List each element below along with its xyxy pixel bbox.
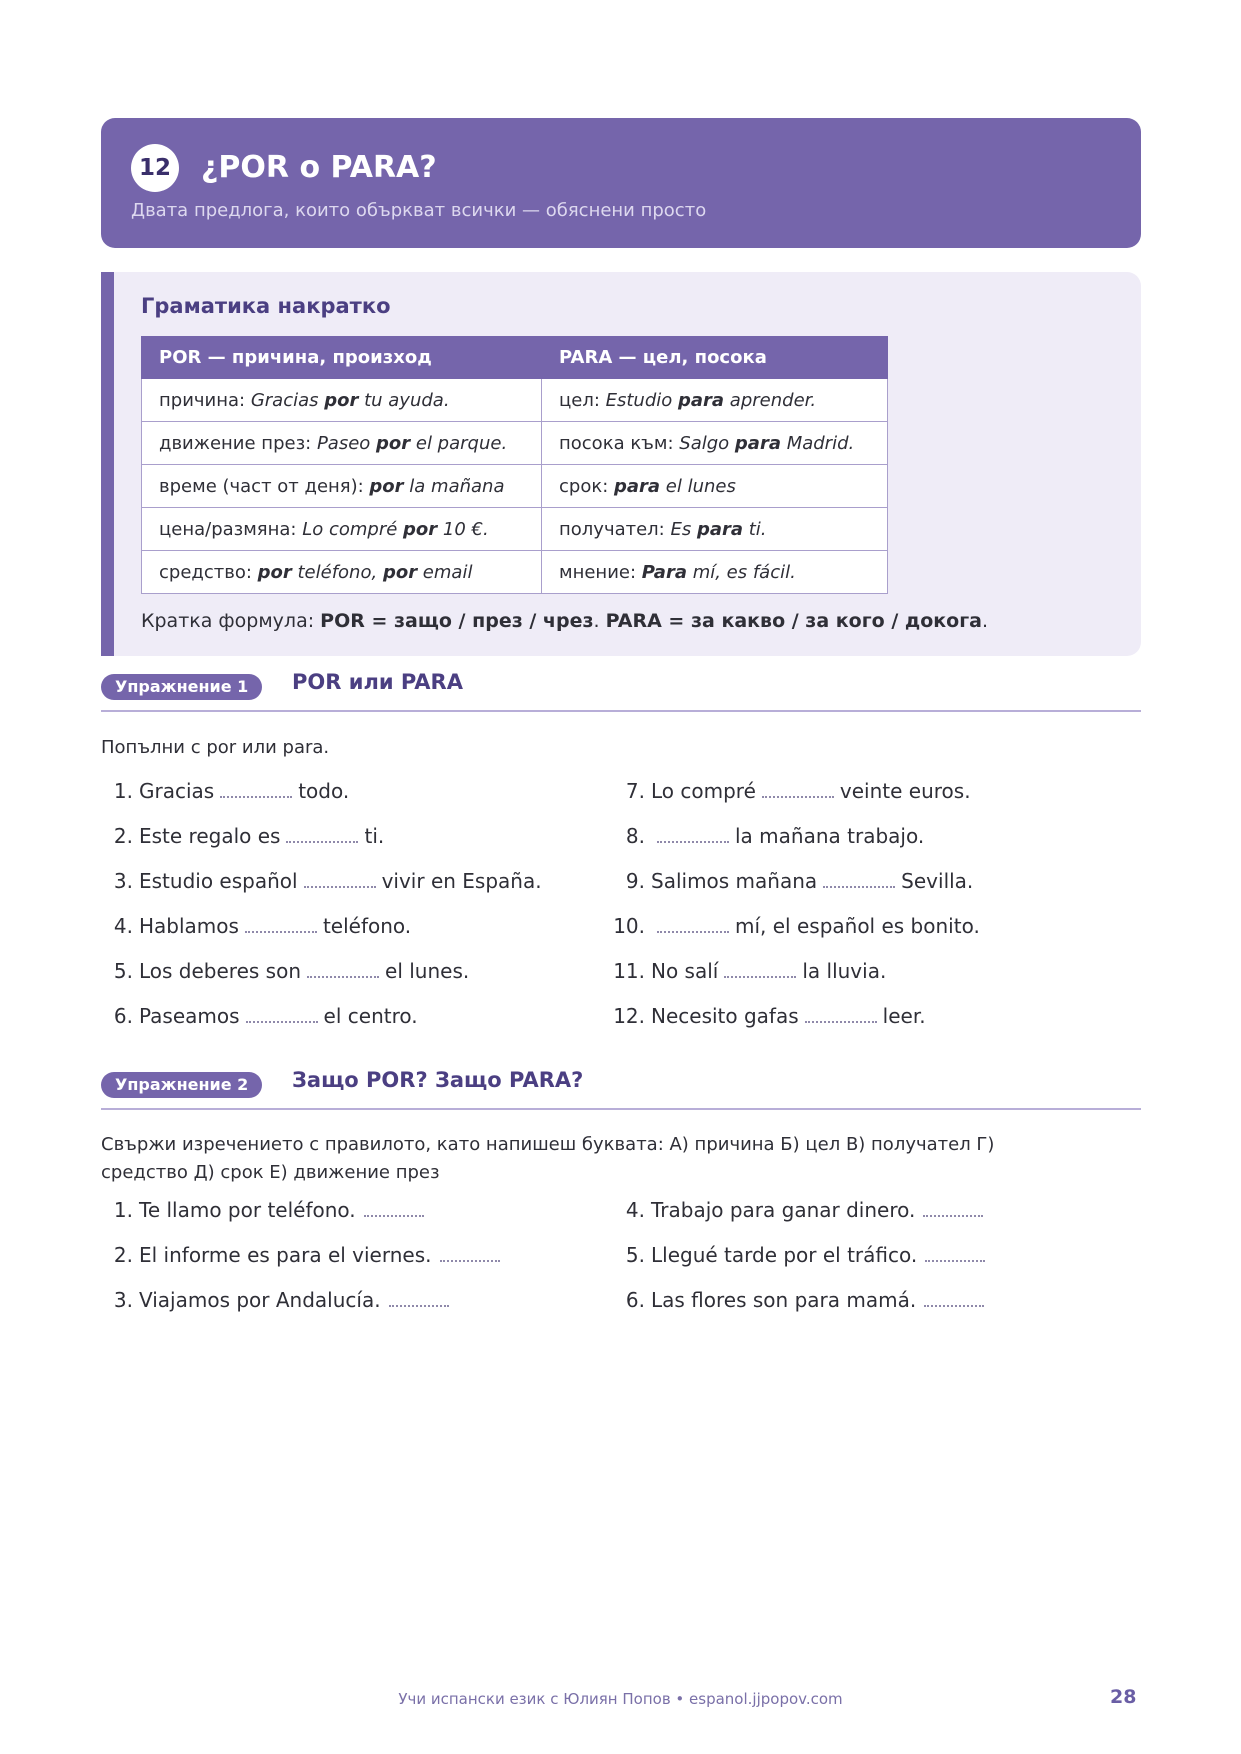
example-text: email xyxy=(417,561,473,583)
grammar-box xyxy=(101,272,1141,656)
exercise-1-item xyxy=(99,779,349,803)
grammar-table-row xyxy=(142,551,888,594)
exercise-1-item xyxy=(99,869,542,893)
preposition-highlight: para xyxy=(734,432,781,454)
usage-label: цел: xyxy=(559,389,606,411)
grammar-heading: Граматика накратко xyxy=(141,294,391,318)
formula-para: PARA = за какво / за кого / докога xyxy=(605,610,982,632)
example-text: teléfono, xyxy=(291,561,383,583)
answer-blank[interactable] xyxy=(246,1021,318,1023)
grammar-table-row xyxy=(142,508,888,551)
preposition-highlight: por xyxy=(382,561,418,583)
item-number: 1. xyxy=(113,1198,133,1222)
preposition-highlight: por xyxy=(324,389,359,411)
usage-label: причина: xyxy=(159,389,251,411)
example-text: el parque. xyxy=(410,432,508,454)
sentence-text: Llegué tarde por el tráfico. xyxy=(651,1243,918,1267)
por-example-cell xyxy=(142,379,542,422)
item-number: 1. xyxy=(113,779,133,803)
sentence-end: leer. xyxy=(882,1004,926,1028)
exercise-2-badge: Упражнение 2 xyxy=(101,1072,262,1098)
exercise-2-instruction-line-1: Свържи изречението с правилото, като напишеш буквата: А) причина Б) цел В) получател Г) xyxy=(101,1134,995,1155)
exercise-1-item xyxy=(611,824,924,848)
exercise-2-item xyxy=(99,1198,430,1222)
sentence-start: Hablamos xyxy=(139,914,239,938)
example-text: Salgo xyxy=(679,432,735,454)
item-number: 5. xyxy=(113,959,133,983)
usage-label: получател: xyxy=(559,518,671,540)
example-text: Madrid. xyxy=(780,432,855,454)
item-number: 4. xyxy=(625,1198,645,1222)
example-text: aprender. xyxy=(724,389,817,411)
item-number: 5. xyxy=(625,1243,645,1267)
sentence-end: el centro. xyxy=(323,1004,418,1028)
exercise-1-title: POR или PARA xyxy=(292,670,463,694)
answer-blank[interactable] xyxy=(245,931,317,933)
sentence-start: Lo compré xyxy=(651,779,756,803)
grammar-table-row xyxy=(142,379,888,422)
lesson-number-badge: 12 xyxy=(131,144,179,192)
exercise-2-item xyxy=(99,1288,455,1312)
answer-blank[interactable] xyxy=(304,886,376,888)
grammar-table-header-row xyxy=(142,337,888,379)
item-number: 4. xyxy=(113,914,133,938)
column-header-por: POR — причина, произход xyxy=(142,337,542,379)
example-text: Gracias xyxy=(250,389,325,411)
para-example-cell xyxy=(542,379,888,422)
exercise-1-badge: Упражнение 1 xyxy=(101,674,262,700)
exercise-1-instruction: Попълни с por или para. xyxy=(101,737,330,758)
column-header-para: PARA — цел, посока xyxy=(542,337,888,379)
sentence-end: ti. xyxy=(364,824,385,848)
formula-line xyxy=(141,610,988,632)
preposition-highlight: por xyxy=(369,475,404,497)
item-number: 10. xyxy=(613,914,645,938)
answer-letter-blank[interactable] xyxy=(440,1260,500,1262)
sentence-start: No salí xyxy=(651,959,719,983)
example-text: 10 €. xyxy=(437,518,489,540)
exercise-1-item xyxy=(99,824,384,848)
example-text: el lunes xyxy=(660,475,736,497)
example-text: la mañana xyxy=(403,475,505,497)
exercise-1-item xyxy=(611,779,971,803)
preposition-highlight: para xyxy=(696,518,744,540)
para-example-cell xyxy=(542,422,888,465)
sentence-end: todo. xyxy=(298,779,350,803)
example-text: Paseo xyxy=(316,432,377,454)
formula-por: POR = защо / през / чрез xyxy=(320,610,594,632)
sentence-end: veinte euros. xyxy=(839,779,971,803)
example-text: Es xyxy=(670,518,697,540)
exercise-2-item xyxy=(611,1198,989,1222)
answer-blank[interactable] xyxy=(823,886,895,888)
lesson-title: ¿POR o PARA? xyxy=(201,150,437,185)
sentence-start: Necesito gafas xyxy=(651,1004,799,1028)
item-number: 2. xyxy=(113,824,133,848)
answer-blank[interactable] xyxy=(805,1021,877,1023)
item-number: 11. xyxy=(613,959,645,983)
preposition-highlight: por xyxy=(257,561,292,583)
sentence-text: Trabajo para ganar dinero. xyxy=(651,1198,916,1222)
sentence-start: Paseamos xyxy=(139,1004,240,1028)
item-number: 12. xyxy=(613,1004,645,1028)
preposition-highlight: por xyxy=(376,432,411,454)
exercise-2-title: Защо POR? Защо PARA? xyxy=(292,1068,584,1092)
item-number: 3. xyxy=(113,1288,133,1312)
formula-separator: . xyxy=(593,610,606,632)
answer-blank[interactable] xyxy=(762,796,834,798)
exercise-1-item xyxy=(611,914,980,938)
por-example-cell xyxy=(142,465,542,508)
usage-label: движение през: xyxy=(159,432,317,454)
preposition-highlight: para xyxy=(614,475,661,497)
sentence-end: teléfono. xyxy=(322,914,412,938)
answer-blank[interactable] xyxy=(724,976,796,978)
item-number: 6. xyxy=(113,1004,133,1028)
exercise-2-instruction-line-2: средство Д) срок Е) движение през xyxy=(101,1162,440,1183)
por-example-cell xyxy=(142,551,542,594)
item-number: 9. xyxy=(625,869,645,893)
usage-label: средство: xyxy=(159,561,258,583)
formula-label: Кратка формула: xyxy=(141,610,321,632)
answer-letter-blank[interactable] xyxy=(924,1305,984,1307)
item-number: 3. xyxy=(113,869,133,893)
exercise-2-item xyxy=(611,1243,991,1267)
footer-text: Учи испански език с Юлиян Попов • espanol.jjpopov.com xyxy=(398,1690,843,1708)
item-number: 2. xyxy=(113,1243,133,1267)
answer-blank[interactable] xyxy=(286,841,358,843)
sentence-end: Sevilla. xyxy=(901,869,974,893)
exercise-2-instruction xyxy=(101,1131,994,1187)
sentence-start: Gracias xyxy=(139,779,215,803)
para-example-cell xyxy=(542,508,888,551)
usage-label: посока към: xyxy=(559,432,680,454)
grammar-table-row xyxy=(142,465,888,508)
item-number: 6. xyxy=(625,1288,645,1312)
sentence-text: El informe es para el viernes. xyxy=(139,1243,432,1267)
grammar-table xyxy=(141,336,888,594)
lesson-subtitle: Двата предлога, които объркват всички — обяснени просто xyxy=(131,200,707,221)
usage-label: цена/размяна: xyxy=(159,518,303,540)
exercise-1-header xyxy=(101,666,1141,712)
item-number: 8. xyxy=(625,824,645,848)
para-example-cell xyxy=(542,551,888,594)
page-number: 28 xyxy=(1110,1686,1137,1708)
answer-blank[interactable] xyxy=(307,976,379,978)
example-text: Estudio xyxy=(605,389,679,411)
sentence-text: Las flores son para mamá. xyxy=(651,1288,917,1312)
exercise-1-item xyxy=(99,1004,418,1028)
exercise-2-header xyxy=(101,1064,1141,1110)
sentence-end: vivir en España. xyxy=(381,869,542,893)
answer-letter-blank[interactable] xyxy=(923,1215,983,1217)
para-example-cell xyxy=(542,465,888,508)
example-text: Lo compré xyxy=(302,518,404,540)
exercise-1-item xyxy=(611,869,973,893)
sentence-end: la lluvia. xyxy=(802,959,887,983)
sentence-start: Estudio español xyxy=(139,869,298,893)
answer-letter-blank[interactable] xyxy=(364,1215,424,1217)
usage-label: срок: xyxy=(559,475,614,497)
lesson-header xyxy=(101,118,1141,248)
sentence-end: mí, el español es bonito. xyxy=(735,914,980,938)
preposition-highlight: por xyxy=(403,518,438,540)
example-text: tu ayuda. xyxy=(358,389,450,411)
answer-blank[interactable] xyxy=(657,931,729,933)
sentence-start: Este regalo es xyxy=(139,824,281,848)
example-text: ti. xyxy=(743,518,767,540)
answer-letter-blank[interactable] xyxy=(925,1260,985,1262)
exercise-2-item xyxy=(611,1288,990,1312)
exercise-1-item xyxy=(611,959,886,983)
exercise-1-item xyxy=(99,959,469,983)
answer-letter-blank[interactable] xyxy=(389,1305,449,1307)
usage-label: време (част от деня): xyxy=(159,475,370,497)
preposition-highlight: para xyxy=(678,389,725,411)
answer-blank[interactable] xyxy=(657,841,729,843)
sentence-end: el lunes. xyxy=(385,959,470,983)
sentence-start: Salimos mañana xyxy=(651,869,818,893)
example-text: mí, es fácil. xyxy=(686,561,796,583)
formula-end: . xyxy=(981,610,989,632)
por-example-cell xyxy=(142,508,542,551)
sentence-text: Te llamo por teléfono. xyxy=(139,1198,356,1222)
grammar-table-row xyxy=(142,422,888,465)
answer-blank[interactable] xyxy=(220,796,292,798)
preposition-highlight: Para xyxy=(641,561,687,583)
exercise-2-item xyxy=(99,1243,506,1267)
sentence-start: Los deberes son xyxy=(139,959,302,983)
exercise-1-item xyxy=(99,914,411,938)
por-example-cell xyxy=(142,422,542,465)
sentence-end: la mañana trabajo. xyxy=(735,824,925,848)
sentence-text: Viajamos por Andalucía. xyxy=(139,1288,381,1312)
usage-label: мнение: xyxy=(559,561,642,583)
item-number: 7. xyxy=(625,779,645,803)
exercise-1-item xyxy=(611,1004,926,1028)
